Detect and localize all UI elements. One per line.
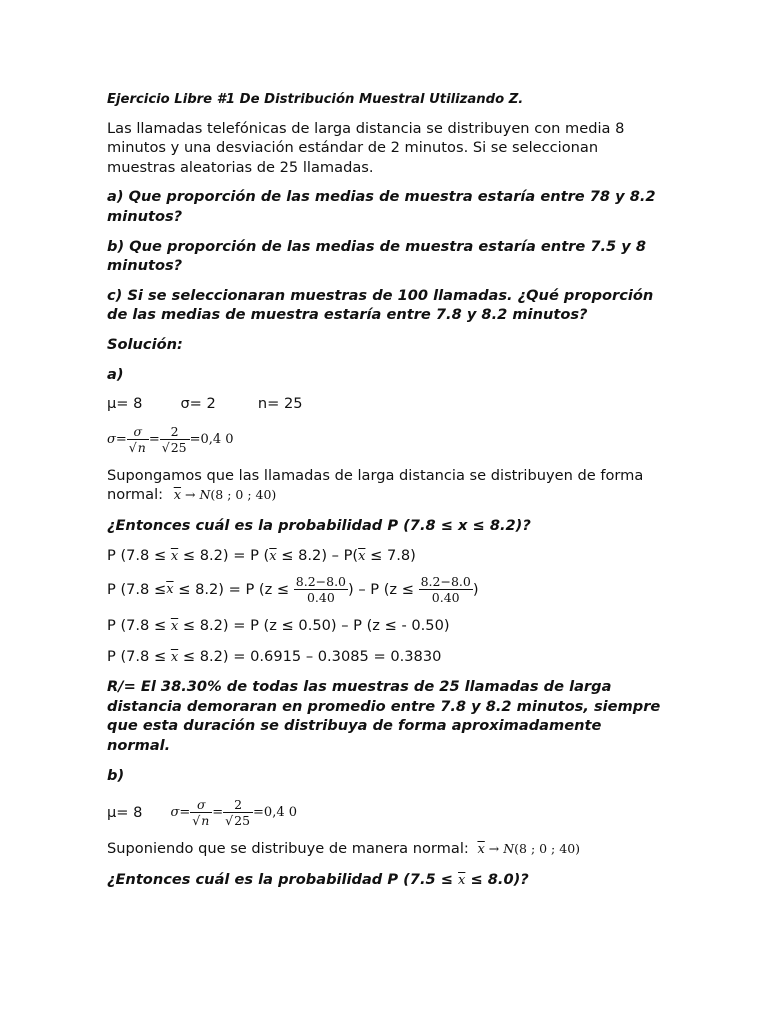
xbar-symbol: $\overline{x}$ xyxy=(170,649,179,665)
xbar-symbol: $\overline{x}$ xyxy=(269,548,277,564)
solution-heading: Solución: xyxy=(107,335,183,353)
z-fraction-1: $\frac{8.2-8.0}{0.40}$ xyxy=(295,574,347,606)
part-b-heading: b) xyxy=(107,766,125,784)
n-value: n= 25 xyxy=(257,395,303,413)
normal-assumption-a: Supongamos que las llamadas de larga distancia se distribuyen de forma normal: $\overline{x} \to N(8$ ; 0 ; 40) xyxy=(107,466,644,504)
standard-error-formula-a: σ = $\frac{\sigma}{√n}$ = $\frac{2}{√25}$ =0,4 0 xyxy=(107,423,234,455)
standard-error-formula-b: µ= 8 σ = $\frac{\sigma}{√n}$ = $\frac{2}{√25}$ =0,4 0 xyxy=(107,797,298,829)
mu-value-b: µ= 8 xyxy=(107,804,143,822)
calc-line-2: P (7.8 ≤ $\overline{x}$ ≤ 8.2) = P (z ≤ $\frac{8.2-8.0}{0.40}$ ) – P (z ≤ $\frac{8.2-8.0}{0.40}$ ) xyxy=(107,574,479,606)
calc-line-3: P $(7.8 \le \overline{x} \le 8.2) = P$ (z ≤ 0.50) – P (z ≤ - 0.50) xyxy=(107,617,450,635)
question-c: c) Si se seleccionaran muestras de 100 llamadas. ¿Qué proporción de las medias de muestra estaría entre 7.8 y 8.2 minutos? xyxy=(107,286,654,324)
xbar-symbol: $\overline{x}$ xyxy=(170,548,179,564)
part-a-parameters xyxy=(107,394,667,414)
normal-assumption-b: Suponiendo que se distribuye de manera normal: $\overline{x} \to N(8$ ; 0 ; 40) xyxy=(107,840,581,858)
xbar-symbol: $\overline{x}$ xyxy=(166,582,174,598)
xbar-symbol: $\overline{x}$ xyxy=(170,619,179,635)
xbar-symbol: $\overline{x}$ xyxy=(173,488,182,504)
probability-question-a: ¿Entonces cuál es la probabilidad P (7.8 ≤ x ≤ 8.2)? xyxy=(107,516,531,534)
xbar-symbol: $\overline{x}$ xyxy=(458,872,466,888)
question-a: a) Que proporción de las medias de muestra estaría entre 78 y 8.2 minutos? xyxy=(107,188,656,225)
mu-value: µ= 8 xyxy=(107,395,143,413)
document-title: Ejercicio Libre #1 De Distribución Muestral Utilizando Z. xyxy=(107,92,524,107)
sigma-value: σ= 2 xyxy=(180,395,216,413)
document-page xyxy=(107,90,667,890)
calc-line-4: P $(7.8 \le \overline{x} \le 8.2) = 0.6915 - 0.3085 = 0.3830$ xyxy=(107,647,442,665)
xbar-symbol: $\overline{x}$ xyxy=(358,548,366,564)
part-a-heading: a) xyxy=(107,365,124,383)
question-b: b) Que proporción de las medias de muestra estaría entre 7.5 y 8 minutos? xyxy=(107,237,647,275)
probability-question-b: ¿Entonces cuál es la probabilidad P $(7.5 \le \overline{x} \le 8.0)$? xyxy=(107,870,529,888)
calc-line-1: P $(7.8 \le \overline{x} \le 8.2) = P$ $(\overline{x} \le 8.2) - P(\overline{x} \le 7.8)$ xyxy=(107,546,416,564)
problem-statement: Las llamadas telefónicas de larga distancia se distribuyen con media 8 minutos y una desviación estándar de 2 minutos. Si se seleccionan muestras aleatorias de 25 llamadas. xyxy=(107,119,625,176)
z-fraction-2: $\frac{8.2-8.0}{0.40}$ xyxy=(420,574,471,606)
xbar-symbol: $\overline{x}$ xyxy=(477,842,485,858)
answer-a: R/= El 38.30% de todas las muestras de 25 llamadas de larga distancia demoraran en promedio entre 7.8 y 8.2 minutos, siempre que esta duración se distribuya de forma aproximadamente normal. xyxy=(107,678,661,755)
